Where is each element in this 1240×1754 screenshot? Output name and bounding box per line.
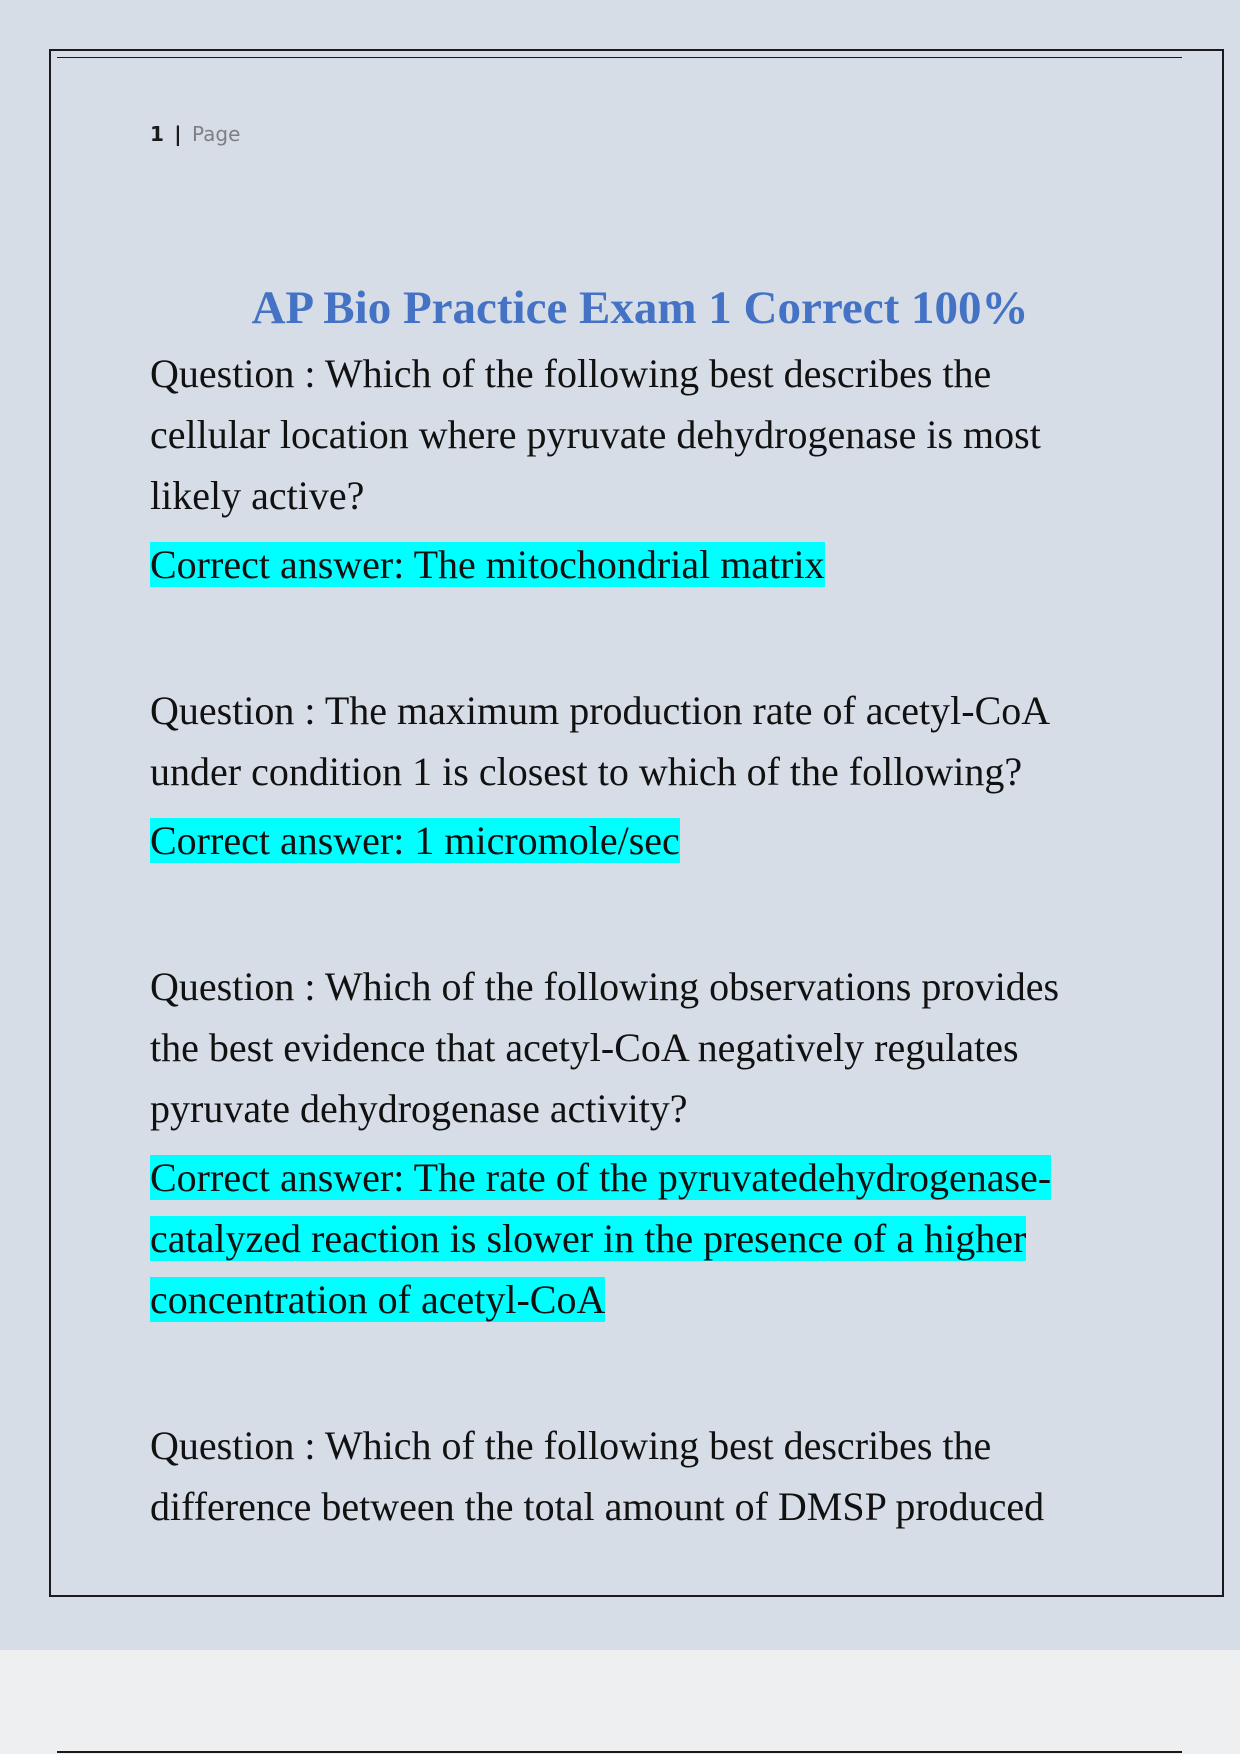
page-border-top-line (57, 57, 1182, 58)
question-text: Question : Which of the following observations provides the best evidence that acetyl-CoA negatively regulates pyruvate dehydrogenase activity? (150, 964, 1060, 1131)
qa-item-3 (150, 956, 1110, 1330)
qa-item-4 (150, 1415, 1110, 1537)
next-page-border-top-line (57, 1751, 1182, 1753)
document-title: AP Bio Practice Exam 1 Correct 100% (251, 282, 1029, 334)
question-text: Question : The maximum production rate of acetyl-CoA under condition 1 is closest to which of the following? (150, 688, 1048, 794)
question-text: Question : Which of the following best describes the cellular location where pyruvate dehydrogenase is most likely active? (150, 351, 1041, 518)
next-page-gap (0, 1650, 1240, 1754)
page-label: Page (191, 122, 241, 146)
answer-highlight: Correct answer: The rate of the pyruvatedehydrogenase-catalyzed reaction is slower in the presence of a higher concentration of acetyl-CoA (150, 1155, 1052, 1322)
question-list (150, 343, 1110, 1537)
answer-text (150, 534, 1110, 595)
answer-highlight: Correct answer: The mitochondrial matrix (150, 542, 825, 587)
page-header (150, 122, 240, 146)
page-header-separator: | (174, 122, 182, 146)
question-text: Question : Which of the following best describes the difference between the total amount of DMSP produced (150, 1423, 1045, 1529)
answer-text (150, 1147, 1110, 1330)
answer-text (150, 810, 1110, 871)
qa-item-1 (150, 343, 1110, 595)
qa-item-2 (150, 680, 1110, 871)
answer-highlight: Correct answer: 1 micromole/sec (150, 818, 680, 863)
page-number: 1 (150, 122, 164, 146)
